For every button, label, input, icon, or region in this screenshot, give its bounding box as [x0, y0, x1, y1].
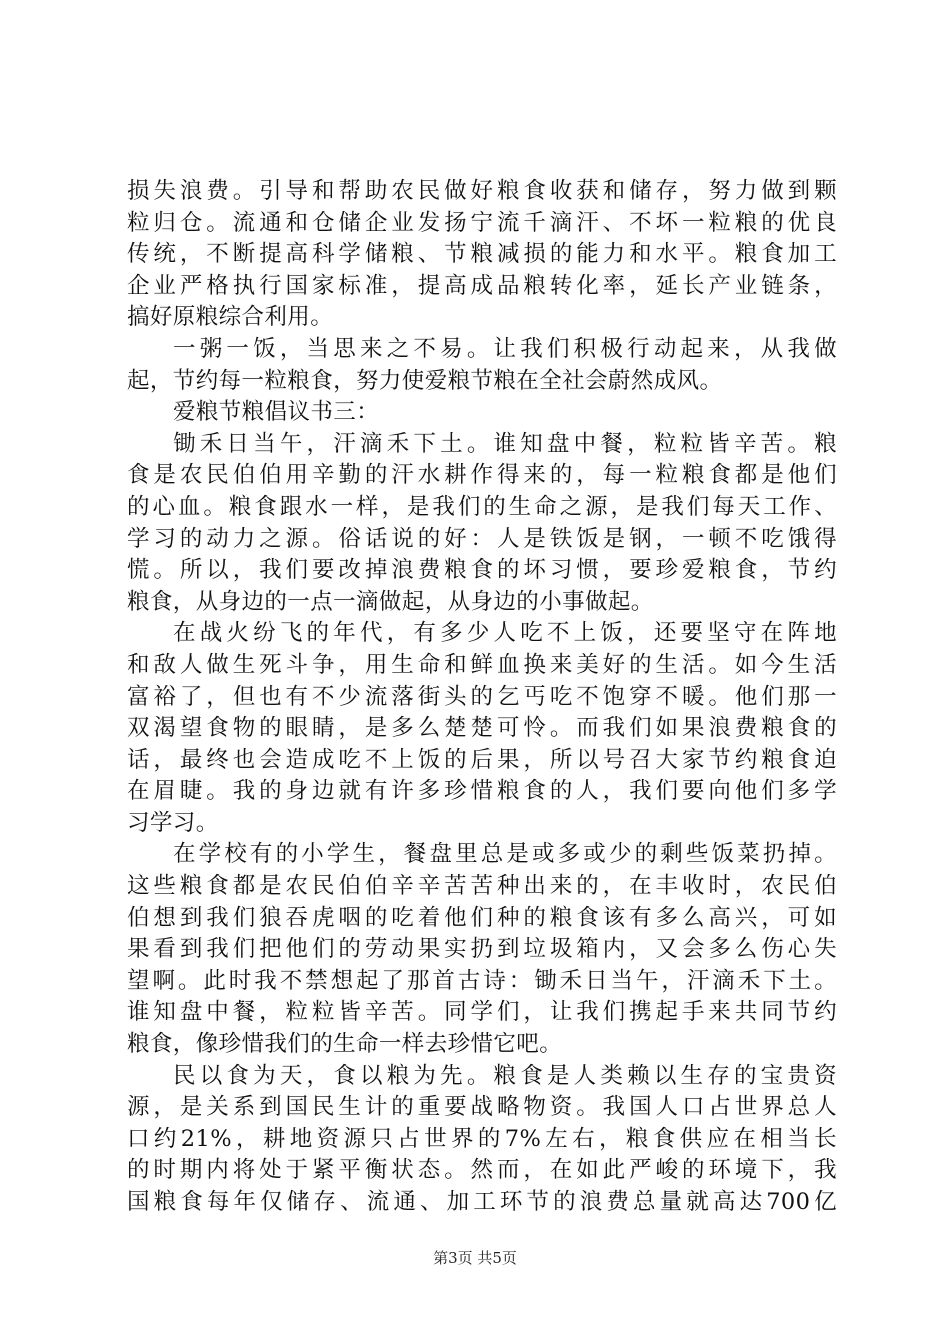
text-line: 的时期内将处于紧平衡状态。然而，在如此严峻的环境下，我 — [127, 1157, 837, 1184]
text-line: 伯想到我们狼吞虎咽的吃着他们种的粮食该有多么高兴，可如 — [127, 904, 837, 931]
text-line: 搞好原粮综合利用。 — [127, 304, 334, 331]
document-body — [127, 176, 837, 1219]
text-line: 传统，不断提高科学储粮、节粮减损的能力和水平。粮食加工 — [127, 241, 837, 268]
text-line: 和敌人做生死斗争，用生命和鲜血换来美好的生活。如今生活 — [127, 651, 837, 678]
text-line: 起，节约每一粒粮食，努力使爱粮节粮在全社会蔚然成风。 — [127, 367, 723, 394]
page-number-label: 第3页 共5页 — [433, 1249, 517, 1267]
text-line: 一粥一饭，当思来之不易。让我们积极行动起来，从我做 — [173, 335, 837, 362]
text-line: 源，是关系到国民生计的重要战略物资。我国人口占世界总人 — [127, 1094, 837, 1121]
text-line: 富裕了，但也有不少流落街头的乞丐吃不饱穿不暖。他们那一 — [127, 683, 837, 710]
text-line: 望啊。此时我不禁想起了那首古诗：锄禾日当午，汗滴禾下土。 — [127, 967, 837, 994]
text-line: 国粮食每年仅储存、流通、加工环节的浪费总量就高达700亿 — [127, 1189, 837, 1215]
text-line: 的心血。粮食跟水一样，是我们的生命之源，是我们每天工作、 — [127, 493, 837, 520]
text-line: 在战火纷飞的年代，有多少人吃不上饭，还要坚守在阵地 — [173, 620, 837, 647]
text-line: 口约21%，耕地资源只占世界的7%左右，粮食供应在相当长 — [127, 1125, 837, 1152]
text-line: 在眉睫。我的身边就有许多珍惜粮食的人，我们要向他们多学 — [127, 778, 837, 805]
text-line: 谁知盘中餐，粒粒皆辛苦。同学们，让我们携起手来共同节约 — [127, 999, 837, 1026]
text-line: 这些粮食都是农民伯伯辛辛苦苦种出来的，在丰收时，农民伯 — [127, 873, 837, 900]
text-line: 粮食，像珍惜我们的生命一样去珍惜它吧。 — [127, 1031, 563, 1058]
text-line: 粒归仓。流通和仓储企业发扬宁流千滴汗、不坏一粒粮的优良 — [127, 209, 837, 236]
text-line: 民以食为天，食以粮为先。粮食是人类赖以生存的宝贵资 — [173, 1062, 837, 1089]
page-footer — [0, 1247, 950, 1268]
text-line: 果看到我们把他们的劳动果实扔到垃圾箱内，又会多么伤心失 — [127, 936, 837, 963]
text-line: 锄禾日当午，汗滴禾下土。谁知盘中餐，粒粒皆辛苦。粮 — [173, 430, 837, 457]
text-line: 双渴望食物的眼睛，是多么楚楚可怜。而我们如果浪费粮食的 — [127, 715, 837, 742]
text-line: 企业严格执行国家标准，提高成品粮转化率，延长产业链条， — [127, 272, 837, 299]
text-line: 损失浪费。引导和帮助农民做好粮食收获和储存，努力做到颗 — [127, 178, 837, 204]
text-line: 爱粮节粮倡议书三： — [173, 399, 380, 426]
text-line: 话，最终也会造成吃不上饭的后果，所以号召大家节约粮食迫 — [127, 746, 837, 773]
text-line: 在学校有的小学生，餐盘里总是或多或少的剩些饭菜扔掉。 — [173, 841, 837, 868]
text-line: 粮食，从身边的一点一滴做起，从身边的小事做起。 — [127, 588, 654, 615]
text-line: 食是农民伯伯用辛勤的汗水耕作得来的，每一粒粮食都是他们 — [127, 462, 837, 489]
text-line: 学习的动力之源。俗话说的好：人是铁饭是钢，一顿不吃饿得 — [127, 525, 837, 552]
text-line: 慌。所以，我们要改掉浪费粮食的坏习惯，要珍爱粮食，节约 — [127, 557, 837, 584]
text-line: 习学习。 — [127, 809, 219, 836]
